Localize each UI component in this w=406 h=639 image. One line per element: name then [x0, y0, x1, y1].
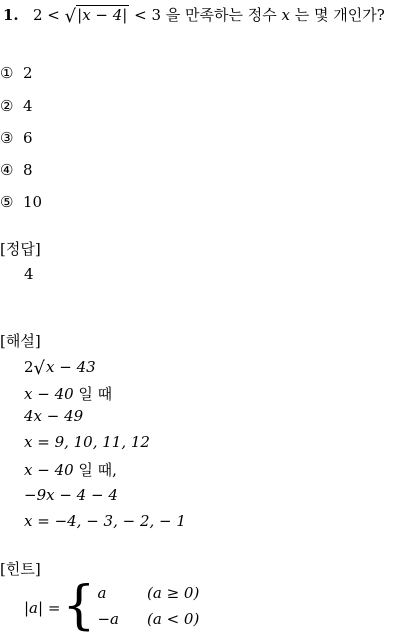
option-marker: ① — [0, 64, 14, 82]
option-value: 2 — [23, 64, 33, 82]
option-value: 4 — [23, 97, 33, 115]
explanation-label: [해설] — [0, 332, 41, 350]
question-rhs: < 3 — [134, 6, 162, 24]
radical-icon: √ — [64, 6, 77, 27]
question-lhs: 2 < — [32, 6, 60, 24]
case-row — [97, 582, 207, 608]
question-var: x — [281, 6, 291, 24]
option-marker: ② — [0, 97, 14, 115]
left-brace-icon: { — [62, 576, 96, 636]
explanation-line-2 — [24, 383, 112, 404]
line1-b: x − 43 — [46, 358, 96, 376]
option-5 — [0, 193, 42, 211]
explanation-line-6: −9x − 4 − 4 — [24, 486, 118, 504]
case1-expr: a — [97, 584, 107, 602]
case1-cond: (a ≥ 0) — [147, 584, 200, 602]
question-line — [3, 4, 385, 25]
cases-table — [97, 582, 207, 634]
radical-icon: √ — [33, 358, 46, 379]
option-marker: ③ — [0, 129, 14, 147]
line2-math: x − 40 — [24, 385, 74, 403]
option-marker: ⑤ — [0, 193, 14, 211]
option-2 — [0, 97, 33, 115]
option-value: 8 — [23, 161, 33, 179]
case2-cond: (a < 0) — [147, 610, 200, 628]
case-row — [97, 608, 207, 634]
line5-math: x − 40 — [24, 461, 74, 479]
answer-label: [정답] — [0, 240, 41, 258]
sqrt-expression-2 — [34, 356, 98, 377]
hint-lhs: |a| = — [24, 599, 61, 617]
option-3 — [0, 129, 33, 147]
case2-expr: −a — [97, 610, 119, 628]
hint-formula — [24, 578, 207, 638]
explanation-line-3: 4x − 49 — [24, 407, 84, 425]
sqrt-radicand: |x − 4| — [77, 6, 128, 24]
option-value: 6 — [23, 129, 33, 147]
line2-text: 일 때 — [73, 385, 113, 403]
line5-text: 일 때, — [73, 461, 117, 479]
explanation-line-7: x = −4, − 3, − 2, − 1 — [24, 512, 186, 530]
option-marker: ④ — [0, 161, 14, 179]
option-value: 10 — [23, 193, 43, 211]
option-1 — [0, 64, 33, 82]
option-4 — [0, 161, 33, 179]
explanation-line-4: x = 9, 10, 11, 12 — [24, 433, 150, 451]
sqrt-expression — [65, 4, 130, 25]
answer-value: 4 — [24, 265, 34, 283]
question-text-mid: 을 만족하는 정수 — [161, 6, 282, 24]
explanation-line-5 — [24, 459, 117, 480]
question-number: 1. — [3, 6, 19, 24]
question-text-end: 는 몇 개인가? — [290, 6, 385, 24]
hint-label: [힌트] — [0, 560, 41, 578]
explanation-line-1 — [24, 356, 98, 377]
line1-a: 2 — [24, 358, 34, 376]
